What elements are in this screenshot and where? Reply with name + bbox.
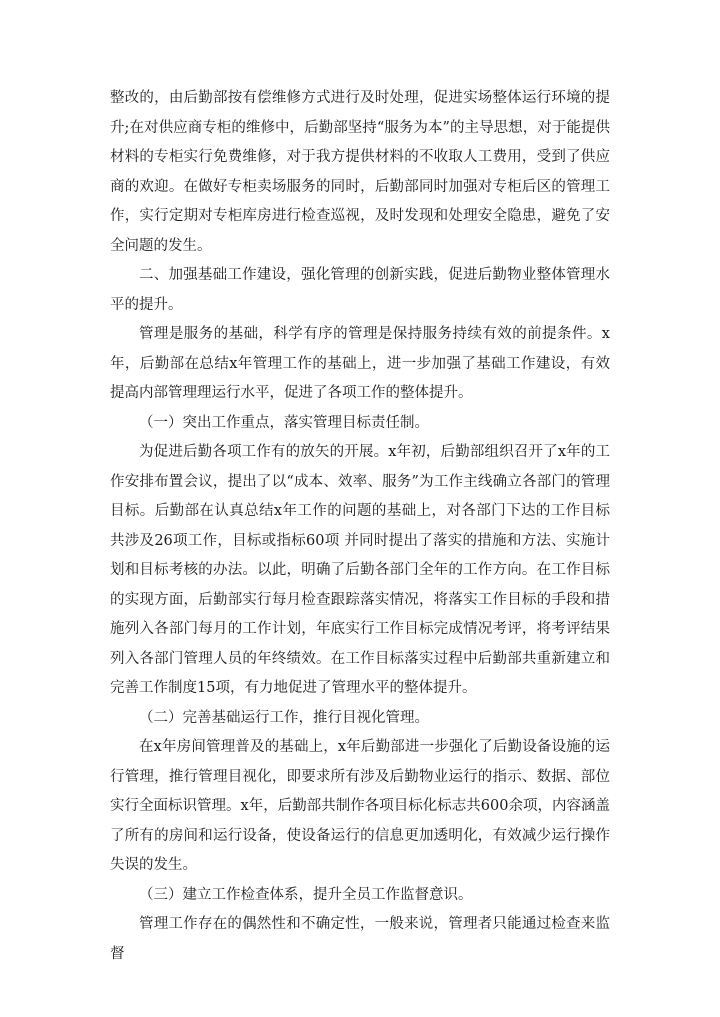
subheading-three: （三）建立工作检查体系，提升全员工作监督意识。: [139, 886, 473, 903]
document-body: [110, 84, 610, 969]
paragraph-management-basis: 管理是服务的基础，科学有序的管理是保持服务持续有效的前提条件。x年，后勤部在总结x年管理工作的基础上，进一步加强了基础工作建设，有效提高内部管理理运行水平，促进了各项工作的整体提升。: [110, 326, 610, 401]
subheading-two: （二）完善基础运行工作，推行目视化管理。: [139, 709, 429, 726]
paragraph-target-responsibility: 为促进后勤各项工作有的放矢的开展。x年初，后勤部组织召开了x年的工作安排布置会议，提出了以“成本、效率、服务”为工作主线确立各部门的管理目标。后勤部在认真总结x年工作的问题的基础上，对各部门下达的工作目标共涉及26项工作，目标或指标60项 并同时提出了落实的措施和方法、实施计划和目标考核的办法。以此，明确了后勤各部门全年的工作方向。在工作目标的实现方面，后勤部实行每月检查跟踪落实情况，将落实工作目标的手段和措施列入各部门每月的工作计划，年底实行工作目标完成情况考评，将考评结果列入各部门管理人员的年终绩效。在工作目标落实过程中后勤部共重新建立和完善工作制度15项，有力地促进了管理水平的整体提升。: [110, 444, 610, 696]
paragraph-inspection-system: 管理工作存在的偶然性和不确定性，一般来说，管理者只能通过检查来监督: [110, 916, 610, 962]
section-heading-two: 二、加强基础工作建设，强化管理的创新实践，促进后勤物业整体管理水平的提升。: [110, 267, 610, 313]
paragraph-maintenance-continued: 整改的，由后勤部按有偿维修方式进行及时处理，促进实场整体运行环境的提升;在对供应商专柜的维修中，后勤部坚持“服务为本”的主导思想，对于能提供材料的专柜实行免费维修，对于我方提供材料的不收取人工费用，受到了供应商的欢迎。在做好专柜卖场服务的同时，后勤部同时加强对专柜后区的管理工作，实行定期对专柜库房进行检查巡视，及时发现和处理安全隐患，避免了安全问题的发生。: [110, 90, 610, 254]
subheading-one: （一）突出工作重点，落实管理目标责任制。: [139, 414, 429, 431]
paragraph-visual-management: 在x年房间管理普及的基础上，x年后勤部进一步强化了后勤设备设施的运行管理，推行管理目视化，即要求所有涉及后勤物业运行的指示、数据、部位实行全面标识管理。x年，后勤部共制作各项目标化标志共600余项，内容涵盖了所有的房间和运行设备，使设备运行的信息更加透明化，有效减少运行操作失误的发生。: [110, 739, 610, 873]
